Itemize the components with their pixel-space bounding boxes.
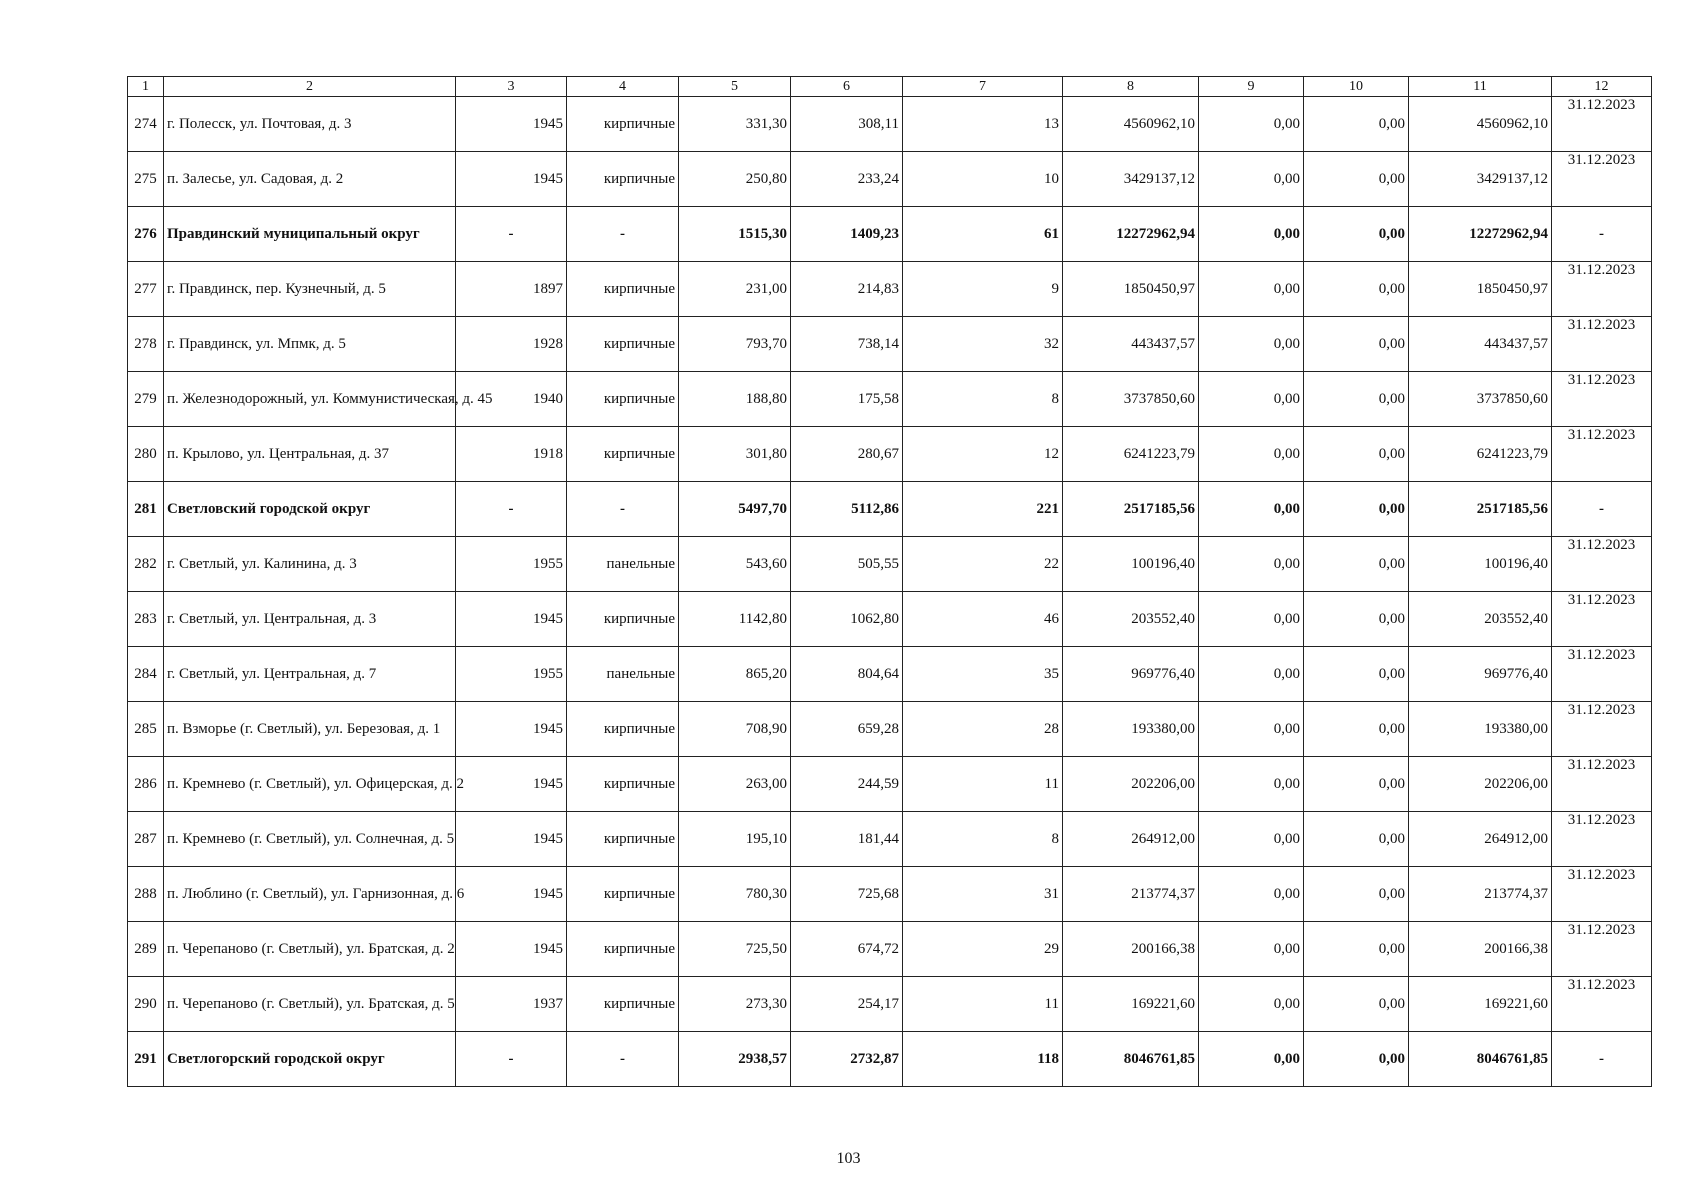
cell-c4: - — [567, 207, 679, 262]
cell-c8: 200166,38 — [1063, 922, 1199, 977]
cell-c8: 3429137,12 — [1063, 152, 1199, 207]
cell-c7: 22 — [903, 537, 1063, 592]
cell-c12: 31.12.2023 — [1552, 922, 1652, 977]
cell-c4: кирпичные — [567, 922, 679, 977]
cell-c6: 659,28 — [791, 702, 903, 757]
cell-c9: 0,00 — [1199, 427, 1304, 482]
cell-c3: 1918 — [456, 427, 567, 482]
cell-c5: 195,10 — [679, 812, 791, 867]
cell-c11: 213774,37 — [1409, 867, 1552, 922]
cell-c10: 0,00 — [1304, 97, 1409, 152]
cell-c7: 9 — [903, 262, 1063, 317]
cell-n: 284 — [128, 647, 164, 702]
cell-c5: 263,00 — [679, 757, 791, 812]
cell-addr: п. Люблино (г. Светлый), ул. Гарнизонная, д. 6 — [164, 867, 456, 922]
cell-c7: 8 — [903, 812, 1063, 867]
cell-c6: 254,17 — [791, 977, 903, 1032]
cell-c7: 35 — [903, 647, 1063, 702]
cell-c11: 193380,00 — [1409, 702, 1552, 757]
cell-c11: 1850450,97 — [1409, 262, 1552, 317]
page-number: 103 — [836, 1150, 861, 1167]
column-header-7: 7 — [903, 77, 1063, 97]
cell-c10: 0,00 — [1304, 867, 1409, 922]
cell-n: 280 — [128, 427, 164, 482]
cell-n: 289 — [128, 922, 164, 977]
cell-c10: 0,00 — [1304, 207, 1409, 262]
cell-c8: 193380,00 — [1063, 702, 1199, 757]
table-row — [128, 317, 1652, 372]
cell-c5: 301,80 — [679, 427, 791, 482]
cell-c4: кирпичные — [567, 867, 679, 922]
cell-c6: 505,55 — [791, 537, 903, 592]
column-header-1: 1 — [128, 77, 164, 97]
cell-addr: п. Кремнево (г. Светлый), ул. Солнечная, д. 5 — [164, 812, 456, 867]
cell-c9: 0,00 — [1199, 97, 1304, 152]
cell-c6: 738,14 — [791, 317, 903, 372]
cell-c10: 0,00 — [1304, 262, 1409, 317]
cell-c11: 4560962,10 — [1409, 97, 1552, 152]
cell-c8: 12272962,94 — [1063, 207, 1199, 262]
column-header-2: 2 — [164, 77, 456, 97]
cell-addr: г. Правдинск, пер. Кузнечный, д. 5 — [164, 262, 456, 317]
cell-c9: 0,00 — [1199, 207, 1304, 262]
cell-addr: г. Светлый, ул. Центральная, д. 3 — [164, 592, 456, 647]
cell-c9: 0,00 — [1199, 537, 1304, 592]
cell-c9: 0,00 — [1199, 757, 1304, 812]
cell-c11: 203552,40 — [1409, 592, 1552, 647]
cell-n: 287 — [128, 812, 164, 867]
cell-c6: 233,24 — [791, 152, 903, 207]
cell-c5: 1142,80 — [679, 592, 791, 647]
cell-c8: 3737850,60 — [1063, 372, 1199, 427]
table-row — [128, 922, 1652, 977]
cell-c5: 231,00 — [679, 262, 791, 317]
cell-c11: 100196,40 — [1409, 537, 1552, 592]
cell-c12: 31.12.2023 — [1552, 812, 1652, 867]
table-row — [128, 647, 1652, 702]
cell-c8: 169221,60 — [1063, 977, 1199, 1032]
cell-c9: 0,00 — [1199, 922, 1304, 977]
cell-c4: кирпичные — [567, 812, 679, 867]
cell-c10: 0,00 — [1304, 812, 1409, 867]
cell-c9: 0,00 — [1199, 647, 1304, 702]
cell-c6: 1062,80 — [791, 592, 903, 647]
cell-c12: - — [1552, 207, 1652, 262]
cell-c4: кирпичные — [567, 372, 679, 427]
cell-c11: 2517185,56 — [1409, 482, 1552, 537]
cell-c5: 543,60 — [679, 537, 791, 592]
cell-c3: 1945 — [456, 152, 567, 207]
cell-c3: 1945 — [456, 922, 567, 977]
table-row — [128, 757, 1652, 812]
table-row — [128, 427, 1652, 482]
cell-addr: г. Полесск, ул. Почтовая, д. 3 — [164, 97, 456, 152]
cell-c10: 0,00 — [1304, 977, 1409, 1032]
cell-c6: 214,83 — [791, 262, 903, 317]
cell-c9: 0,00 — [1199, 152, 1304, 207]
cell-c7: 28 — [903, 702, 1063, 757]
register-sheet — [127, 76, 1651, 1087]
column-header-10: 10 — [1304, 77, 1409, 97]
housing-register-table — [127, 76, 1652, 1087]
cell-c3: 1897 — [456, 262, 567, 317]
cell-c12: 31.12.2023 — [1552, 372, 1652, 427]
cell-c3: 1955 — [456, 537, 567, 592]
table-body — [128, 97, 1652, 1087]
cell-c3: - — [456, 482, 567, 537]
cell-c6: 280,67 — [791, 427, 903, 482]
cell-c10: 0,00 — [1304, 922, 1409, 977]
cell-c6: 308,11 — [791, 97, 903, 152]
cell-c5: 2938,57 — [679, 1032, 791, 1087]
cell-c9: 0,00 — [1199, 977, 1304, 1032]
cell-addr: п. Кремнево (г. Светлый), ул. Офицерская, д. 2 — [164, 757, 456, 812]
cell-c10: 0,00 — [1304, 1032, 1409, 1087]
cell-addr: п. Черепаново (г. Светлый), ул. Братская, д. 2 — [164, 922, 456, 977]
cell-addr: п. Черепаново (г. Светлый), ул. Братская, д. 5 — [164, 977, 456, 1032]
cell-addr: п. Залесье, ул. Садовая, д. 2 — [164, 152, 456, 207]
column-header-9: 9 — [1199, 77, 1304, 97]
cell-c3: - — [456, 1032, 567, 1087]
cell-addr: п. Взморье (г. Светлый), ул. Березовая, д. 1 — [164, 702, 456, 757]
cell-c7: 12 — [903, 427, 1063, 482]
cell-c5: 331,30 — [679, 97, 791, 152]
cell-c12: 31.12.2023 — [1552, 702, 1652, 757]
cell-c9: 0,00 — [1199, 262, 1304, 317]
cell-c3: 1955 — [456, 647, 567, 702]
cell-c8: 6241223,79 — [1063, 427, 1199, 482]
cell-c10: 0,00 — [1304, 757, 1409, 812]
cell-c7: 11 — [903, 757, 1063, 812]
table-row-subtotal — [128, 1032, 1652, 1087]
cell-n: 285 — [128, 702, 164, 757]
cell-c12: 31.12.2023 — [1552, 592, 1652, 647]
cell-n: 291 — [128, 1032, 164, 1087]
cell-c12: 31.12.2023 — [1552, 977, 1652, 1032]
cell-c5: 780,30 — [679, 867, 791, 922]
cell-addr: п. Железнодорожный, ул. Коммунистическая, д. 45 — [164, 372, 456, 427]
cell-c11: 12272962,94 — [1409, 207, 1552, 262]
column-header-4: 4 — [567, 77, 679, 97]
table-row — [128, 702, 1652, 757]
cell-c8: 213774,37 — [1063, 867, 1199, 922]
cell-c12: 31.12.2023 — [1552, 152, 1652, 207]
cell-c11: 3737850,60 — [1409, 372, 1552, 427]
cell-c4: кирпичные — [567, 702, 679, 757]
cell-c8: 203552,40 — [1063, 592, 1199, 647]
cell-addr: Светловский городской округ — [164, 482, 456, 537]
cell-c9: 0,00 — [1199, 592, 1304, 647]
cell-c3: 1928 — [456, 317, 567, 372]
cell-c10: 0,00 — [1304, 537, 1409, 592]
cell-c6: 804,64 — [791, 647, 903, 702]
cell-c10: 0,00 — [1304, 372, 1409, 427]
cell-c7: 46 — [903, 592, 1063, 647]
cell-c12: 31.12.2023 — [1552, 757, 1652, 812]
cell-c4: кирпичные — [567, 427, 679, 482]
cell-c7: 10 — [903, 152, 1063, 207]
cell-c4: кирпичные — [567, 757, 679, 812]
cell-c9: 0,00 — [1199, 372, 1304, 427]
cell-c4: - — [567, 482, 679, 537]
cell-c5: 273,30 — [679, 977, 791, 1032]
cell-c6: 244,59 — [791, 757, 903, 812]
cell-c12: 31.12.2023 — [1552, 537, 1652, 592]
cell-c10: 0,00 — [1304, 152, 1409, 207]
cell-c8: 2517185,56 — [1063, 482, 1199, 537]
table-row — [128, 537, 1652, 592]
cell-c12: - — [1552, 1032, 1652, 1087]
cell-c7: 31 — [903, 867, 1063, 922]
cell-n: 274 — [128, 97, 164, 152]
cell-c3: 1940 — [456, 372, 567, 427]
cell-c7: 11 — [903, 977, 1063, 1032]
cell-c4: кирпичные — [567, 977, 679, 1032]
cell-addr: г. Светлый, ул. Центральная, д. 7 — [164, 647, 456, 702]
column-header-3: 3 — [456, 77, 567, 97]
cell-c4: панельные — [567, 537, 679, 592]
cell-n: 282 — [128, 537, 164, 592]
cell-c8: 100196,40 — [1063, 537, 1199, 592]
cell-c11: 6241223,79 — [1409, 427, 1552, 482]
cell-c7: 61 — [903, 207, 1063, 262]
cell-c9: 0,00 — [1199, 702, 1304, 757]
cell-n: 277 — [128, 262, 164, 317]
cell-addr: г. Светлый, ул. Калинина, д. 3 — [164, 537, 456, 592]
cell-c12: 31.12.2023 — [1552, 317, 1652, 372]
cell-c7: 29 — [903, 922, 1063, 977]
cell-c8: 1850450,97 — [1063, 262, 1199, 317]
cell-c11: 200166,38 — [1409, 922, 1552, 977]
column-number-row — [128, 77, 1652, 97]
cell-c11: 443437,57 — [1409, 317, 1552, 372]
cell-n: 288 — [128, 867, 164, 922]
cell-c11: 202206,00 — [1409, 757, 1552, 812]
cell-c5: 250,80 — [679, 152, 791, 207]
cell-c3: - — [456, 207, 567, 262]
cell-n: 276 — [128, 207, 164, 262]
cell-c4: кирпичные — [567, 317, 679, 372]
cell-c7: 8 — [903, 372, 1063, 427]
cell-c5: 1515,30 — [679, 207, 791, 262]
cell-c5: 725,50 — [679, 922, 791, 977]
cell-c11: 8046761,85 — [1409, 1032, 1552, 1087]
cell-addr: г. Правдинск, ул. Мпмк, д. 5 — [164, 317, 456, 372]
cell-c4: кирпичные — [567, 262, 679, 317]
table-row-subtotal — [128, 207, 1652, 262]
cell-c10: 0,00 — [1304, 702, 1409, 757]
column-header-12: 12 — [1552, 77, 1652, 97]
cell-c4: - — [567, 1032, 679, 1087]
cell-c3: 1945 — [456, 812, 567, 867]
column-header-8: 8 — [1063, 77, 1199, 97]
cell-c10: 0,00 — [1304, 317, 1409, 372]
cell-n: 278 — [128, 317, 164, 372]
cell-c12: 31.12.2023 — [1552, 427, 1652, 482]
table-row — [128, 977, 1652, 1032]
cell-c8: 202206,00 — [1063, 757, 1199, 812]
column-header-5: 5 — [679, 77, 791, 97]
cell-c7: 221 — [903, 482, 1063, 537]
cell-c6: 5112,86 — [791, 482, 903, 537]
cell-c3: 1937 — [456, 977, 567, 1032]
cell-c3: 1945 — [456, 592, 567, 647]
cell-c7: 32 — [903, 317, 1063, 372]
cell-c9: 0,00 — [1199, 1032, 1304, 1087]
cell-c5: 5497,70 — [679, 482, 791, 537]
cell-c3: 1945 — [456, 97, 567, 152]
table-row — [128, 867, 1652, 922]
cell-n: 286 — [128, 757, 164, 812]
cell-c9: 0,00 — [1199, 812, 1304, 867]
cell-c8: 443437,57 — [1063, 317, 1199, 372]
cell-c8: 264912,00 — [1063, 812, 1199, 867]
table-row — [128, 372, 1652, 427]
cell-c10: 0,00 — [1304, 647, 1409, 702]
cell-c9: 0,00 — [1199, 482, 1304, 537]
cell-c8: 969776,40 — [1063, 647, 1199, 702]
cell-c4: кирпичные — [567, 97, 679, 152]
cell-c5: 865,20 — [679, 647, 791, 702]
cell-c3: 1945 — [456, 702, 567, 757]
cell-c9: 0,00 — [1199, 317, 1304, 372]
cell-c6: 181,44 — [791, 812, 903, 867]
cell-c6: 175,58 — [791, 372, 903, 427]
cell-n: 283 — [128, 592, 164, 647]
cell-c12: 31.12.2023 — [1552, 97, 1652, 152]
cell-c12: 31.12.2023 — [1552, 262, 1652, 317]
cell-c4: панельные — [567, 647, 679, 702]
cell-c6: 674,72 — [791, 922, 903, 977]
cell-c5: 188,80 — [679, 372, 791, 427]
cell-addr: Правдинский муниципальный округ — [164, 207, 456, 262]
cell-c6: 1409,23 — [791, 207, 903, 262]
cell-c4: кирпичные — [567, 592, 679, 647]
table-row — [128, 592, 1652, 647]
cell-c6: 725,68 — [791, 867, 903, 922]
cell-c5: 793,70 — [679, 317, 791, 372]
cell-c4: кирпичные — [567, 152, 679, 207]
cell-addr: Светлогорский городской округ — [164, 1032, 456, 1087]
cell-n: 281 — [128, 482, 164, 537]
cell-n: 279 — [128, 372, 164, 427]
cell-c3: 1945 — [456, 867, 567, 922]
cell-c7: 13 — [903, 97, 1063, 152]
cell-c10: 0,00 — [1304, 482, 1409, 537]
cell-c9: 0,00 — [1199, 867, 1304, 922]
cell-c12: 31.12.2023 — [1552, 647, 1652, 702]
cell-n: 275 — [128, 152, 164, 207]
cell-c11: 169221,60 — [1409, 977, 1552, 1032]
cell-addr: п. Крылово, ул. Центральная, д. 37 — [164, 427, 456, 482]
table-row — [128, 97, 1652, 152]
cell-c10: 0,00 — [1304, 427, 1409, 482]
cell-c11: 3429137,12 — [1409, 152, 1552, 207]
column-header-11: 11 — [1409, 77, 1552, 97]
cell-c5: 708,90 — [679, 702, 791, 757]
cell-c7: 118 — [903, 1032, 1063, 1087]
table-row — [128, 262, 1652, 317]
table-row — [128, 152, 1652, 207]
column-header-6: 6 — [791, 77, 903, 97]
cell-n: 290 — [128, 977, 164, 1032]
cell-c11: 264912,00 — [1409, 812, 1552, 867]
cell-c8: 8046761,85 — [1063, 1032, 1199, 1087]
cell-c10: 0,00 — [1304, 592, 1409, 647]
cell-c8: 4560962,10 — [1063, 97, 1199, 152]
table-row-subtotal — [128, 482, 1652, 537]
cell-c3: 1945 — [456, 757, 567, 812]
cell-c12: 31.12.2023 — [1552, 867, 1652, 922]
cell-c12: - — [1552, 482, 1652, 537]
table-row — [128, 812, 1652, 867]
cell-c6: 2732,87 — [791, 1032, 903, 1087]
cell-c11: 969776,40 — [1409, 647, 1552, 702]
